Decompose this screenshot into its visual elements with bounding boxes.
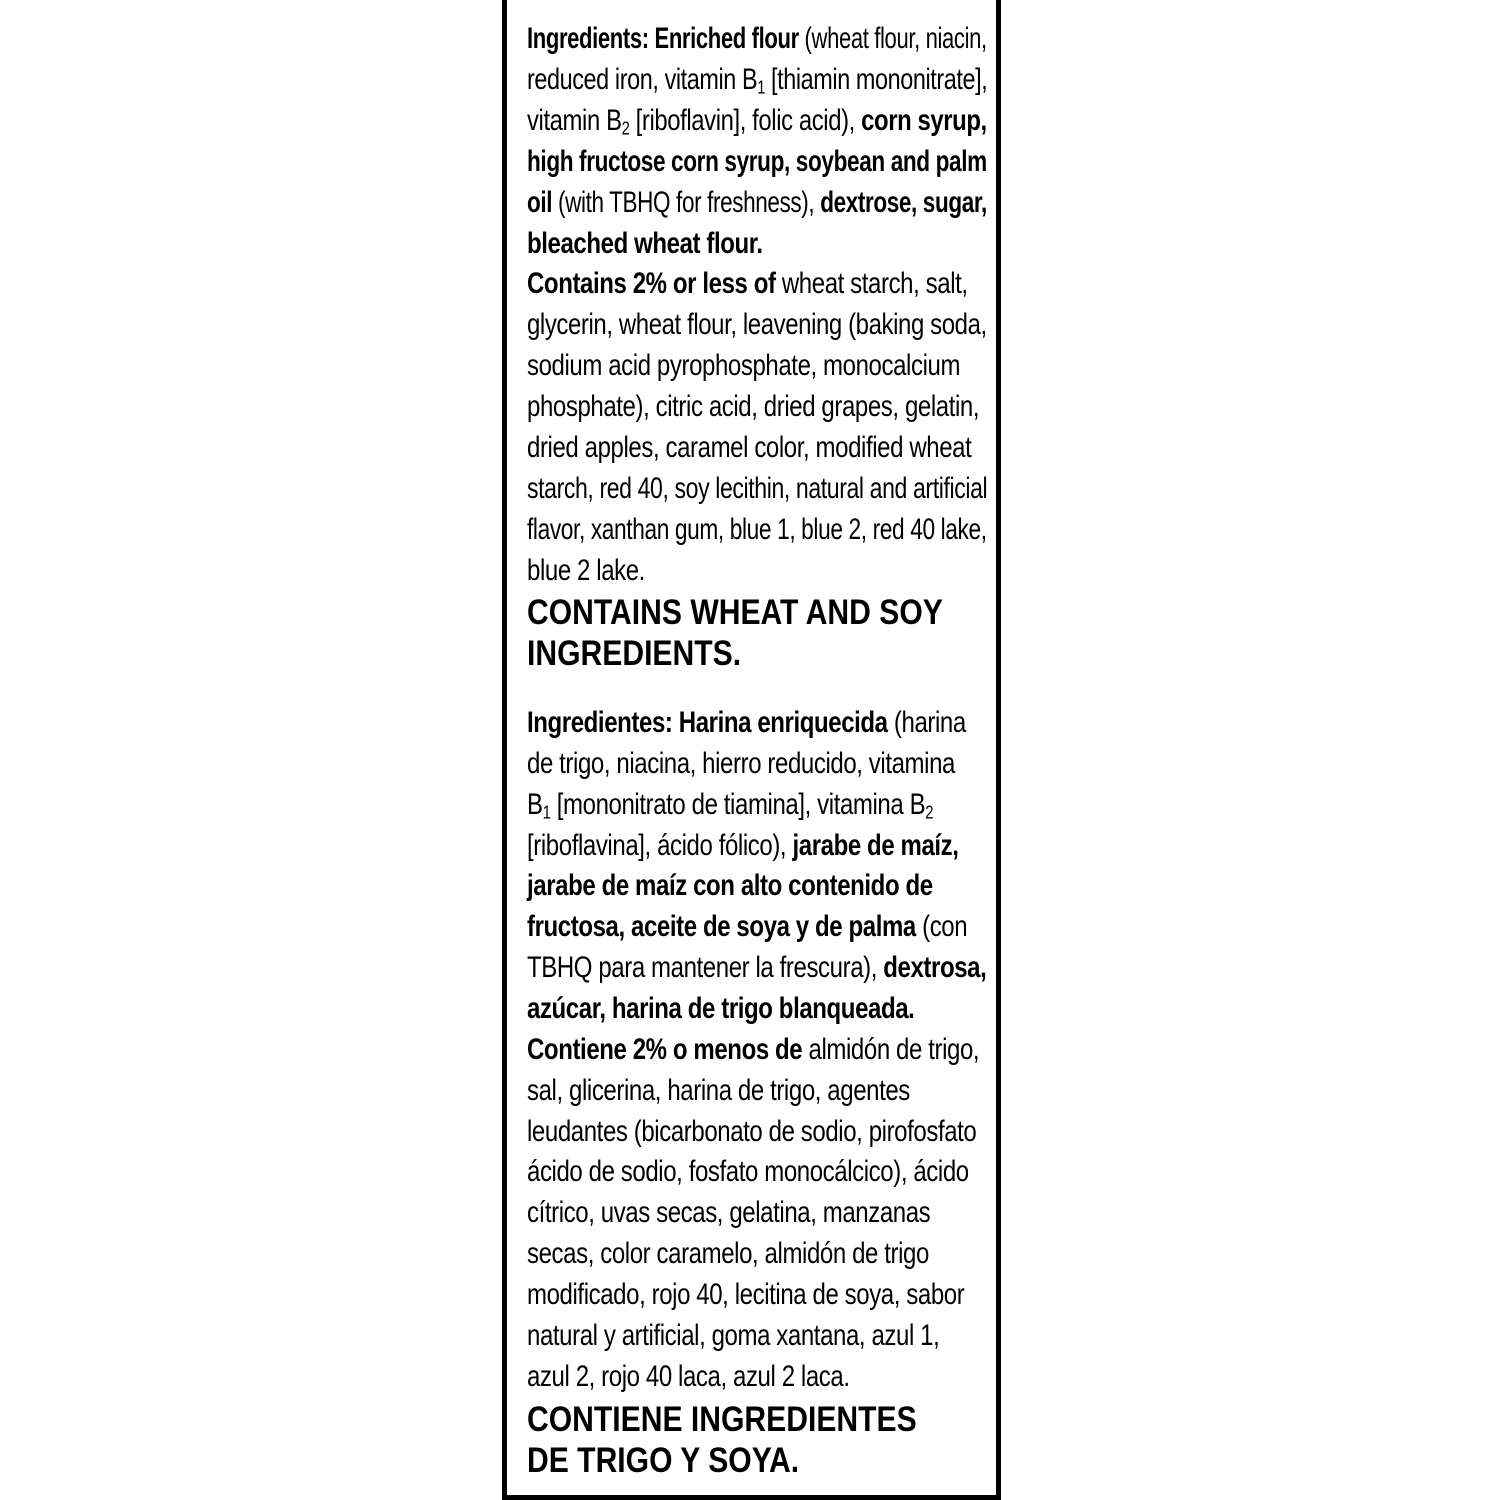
subscript-text: 1 xyxy=(757,76,765,98)
regular-text: [mononitrato de tiamina], vitamina B xyxy=(550,787,926,821)
subscript-text: 2 xyxy=(621,117,630,139)
regular-text: [thiamin mononitrate], xyxy=(764,62,988,96)
spanish-ingredient-line xyxy=(527,1316,939,1356)
spanish-ingredient-line xyxy=(527,703,966,743)
spanish-ingredient-line xyxy=(527,1193,930,1233)
regular-text: azul 2, rojo 40 laca, azul 2 laca. xyxy=(527,1359,850,1393)
regular-text: blue 2 lake. xyxy=(527,553,645,587)
regular-text: sal, glicerina, harina de trigo, agentes xyxy=(527,1073,910,1107)
regular-text: [riboflavina], ácido fólico), xyxy=(527,828,793,862)
bold-text: high fructose corn syrup, soybean and palm xyxy=(527,144,987,178)
english-allergen-line: CONTAINS WHEAT AND SOY xyxy=(527,593,943,632)
regular-text: sodium acid pyrophosphate, monocalcium xyxy=(527,349,961,383)
regular-text: modificado, rojo 40, lecitina de soya, sabor xyxy=(527,1277,965,1311)
spanish-ingredient-line xyxy=(527,1275,964,1315)
regular-text: wheat starch, salt, xyxy=(775,267,968,301)
regular-text: vitamin B xyxy=(527,103,622,137)
spanish-ingredient-line xyxy=(527,866,933,906)
regular-text: (wheat flour, niacin, xyxy=(798,22,987,55)
bold-text: oil xyxy=(527,185,553,219)
spanish-ingredient-line xyxy=(527,1152,969,1192)
regular-text: de trigo, niacina, hierro reducido, vitamina xyxy=(527,746,955,780)
regular-text: TBHQ para mantener la frescura), xyxy=(527,951,884,985)
spanish-ingredient-line xyxy=(527,1357,850,1397)
regular-text: reduced iron, vitamin B xyxy=(527,62,758,96)
spanish-ingredient-line xyxy=(527,826,959,866)
bold-text: Contiene 2% o menos de xyxy=(527,1032,803,1066)
spanish-allergen-line: CONTIENE INGREDIENTES xyxy=(527,1400,917,1439)
english-ingredient-line xyxy=(527,101,987,141)
regular-text: dried apples, caramel color, modified wheat xyxy=(527,431,972,464)
regular-text: flavor, xanthan gum, blue 1, blue 2, red 40 lake, xyxy=(527,512,987,546)
spanish-ingredient-line xyxy=(527,785,933,825)
spanish-ingredient-line xyxy=(527,989,914,1029)
spanish-allergen-line: DE TRIGO Y SOYA. xyxy=(527,1441,800,1480)
regular-text: (with TBHQ for freshness), xyxy=(552,185,821,219)
bold-text: Ingredients: Enriched flour xyxy=(527,22,799,55)
spanish-ingredient-line xyxy=(527,1112,976,1152)
bold-text: Ingredientes: Harina enriquecida xyxy=(527,706,888,739)
regular-text: (harina xyxy=(887,706,966,739)
regular-text: phosphate), citric acid, dried grapes, gelatin, xyxy=(527,390,980,424)
regular-text: glycerin, wheat flour, leavening (baking soda, xyxy=(527,308,987,342)
spanish-ingredient-line xyxy=(527,744,955,784)
bold-text: jarabe de maíz con alto contenido de xyxy=(527,869,933,903)
english-ingredient-line xyxy=(527,469,987,509)
regular-text: (con xyxy=(915,910,968,944)
english-ingredient-line xyxy=(527,346,960,386)
english-ingredient-line xyxy=(527,19,987,59)
bold-text: jarabe de maíz, xyxy=(792,828,959,862)
subscript-text: 1 xyxy=(542,801,551,823)
spanish-ingredient-line xyxy=(527,1071,910,1111)
regular-text: B xyxy=(527,787,543,821)
regular-text: ácido de sodio, fosfato monocálcico), ácido xyxy=(527,1155,969,1189)
regular-text: starch, red 40, soy lecithin, natural and artificial xyxy=(527,471,988,505)
english-ingredient-line xyxy=(527,387,979,427)
bold-text: azúcar, harina de trigo blanqueada. xyxy=(527,991,915,1025)
english-ingredient-line xyxy=(527,142,987,182)
bold-text: corn syrup, xyxy=(861,103,987,137)
english-allergen-line: INGREDIENTS. xyxy=(527,634,742,673)
regular-text: almidón de trigo, xyxy=(802,1032,980,1066)
english-ingredient-line xyxy=(527,183,987,223)
spanish-ingredient-line xyxy=(527,1030,979,1070)
bold-text: bleached wheat flour. xyxy=(527,226,763,260)
spanish-ingredient-line xyxy=(527,907,967,947)
bold-text: Contains 2% or less of xyxy=(527,267,776,301)
bold-text: dextrose, sugar, xyxy=(820,185,987,219)
english-ingredient-line xyxy=(527,428,971,468)
spanish-ingredient-line xyxy=(527,1234,929,1274)
subscript-text: 2 xyxy=(925,801,934,823)
regular-text: cítrico, uvas secas, gelatina, manzanas xyxy=(527,1196,931,1230)
spanish-ingredient-line xyxy=(527,948,986,988)
regular-text: leudantes (bicarbonato de sodio, pirofosfato xyxy=(527,1114,977,1148)
english-ingredient-line xyxy=(527,305,987,345)
regular-text: natural y artificial, goma xantana, azul 1, xyxy=(527,1318,940,1352)
regular-text: [riboflavin], folic acid), xyxy=(629,103,862,137)
ingredients-label-panel xyxy=(502,0,1001,1500)
english-ingredient-line xyxy=(527,551,645,591)
english-ingredient-line xyxy=(527,264,968,304)
english-ingredient-line xyxy=(527,60,987,100)
english-ingredient-line xyxy=(527,510,987,550)
english-ingredient-line xyxy=(527,224,763,264)
bold-text: fructosa, aceite de soya y de palma xyxy=(527,910,916,944)
regular-text: secas, color caramelo, almidón de trigo xyxy=(527,1237,929,1271)
bold-text: dextrosa, xyxy=(883,951,987,985)
